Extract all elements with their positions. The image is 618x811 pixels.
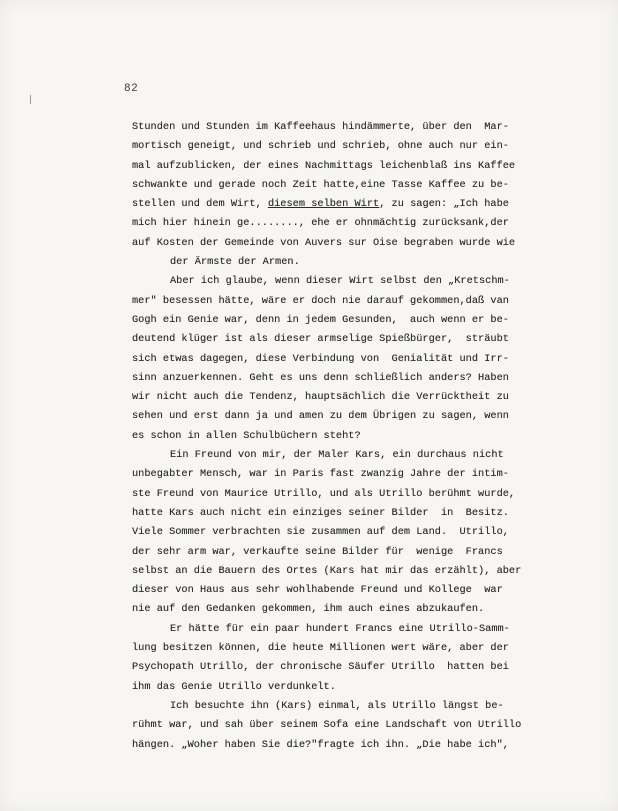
text-line: deutend klüger ist als dieser armselige Spießbürger, sträubt	[132, 333, 509, 346]
text-line: dieser von Haus aus sehr wohlhabende Freund und Kollege war	[132, 584, 503, 597]
text-line: der Ärmste der Armen.	[170, 256, 300, 269]
text-line: sinn anzuerkennen. Geht es uns denn schließlich anders? Haben	[132, 371, 509, 384]
text-line: der sehr arm war, verkaufte seine Bilder für wenige Francs	[132, 545, 503, 558]
text-line: sich etwas dagegen, diese Verbindung von Genialität und Irr-	[132, 352, 509, 365]
margin-mark	[30, 95, 31, 104]
text-line: wir nicht auch die Tendenz, hauptsächlich die Verrücktheit zu	[132, 391, 509, 404]
text-line: Ich besuchte ihn (Kars) einmal, als Utrillo längst be-	[170, 699, 504, 712]
paragraph	[132, 697, 527, 755]
text-line: es schon in allen Schulbüchern steht?	[132, 429, 361, 442]
text-line: mortisch geneigt, und schrieb und schrieb, ohne auch nur ein-	[132, 140, 509, 153]
text-line: Viele Sommer verbrachten sie zusammen auf dem Land. Utrillo,	[132, 526, 509, 539]
text-line: rühmt war, und sah über seinem Sofa eine Landschaft von Utrillo	[132, 719, 522, 732]
text-line: Aber ich glaube, wenn dieser Wirt selbst den „Kretschm-	[170, 275, 510, 288]
text-line: ihm das Genie Utrillo verdunkelt.	[132, 680, 336, 693]
text-line: hängen. „Woher haben Sie die?"fragte ich ihn. „Die habe ich",	[132, 738, 509, 751]
paragraph	[132, 272, 527, 446]
paragraph	[132, 446, 527, 620]
text-line: Stunden und Stunden im Kaffeehaus hindämmerte, über den Mar-	[132, 121, 509, 133]
text-line: selbst an die Bauern des Ortes (Kars hat mir das erzählt), aber	[132, 564, 522, 577]
text-line: Gogh ein Genie war, denn in jedem Gesunden, auch wenn er be-	[132, 313, 509, 326]
text-line: auf Kosten der Gemeinde von Auvers sur Oise begraben wurde wie	[132, 236, 516, 249]
paragraph	[132, 620, 527, 697]
text-line: schwankte und gerade noch Zeit hatte,eine Tasse Kaffee zu be-	[132, 178, 509, 191]
text-line: lung besitzen können, die heute Millionen wert wäre, aber der	[132, 642, 509, 655]
text-line: ste Freund von Maurice Utrillo, und als Utrillo berühmt wurde,	[132, 487, 516, 500]
text-line: mich hier hinein ge........, ehe er ohnmächtig zurücksank,der	[132, 217, 509, 230]
page-number: 82	[124, 83, 139, 95]
text-line	[132, 195, 527, 214]
text-line: Er hätte für ein paar hundert Francs eine Utrillo-Samm-	[170, 622, 510, 635]
body-text	[132, 118, 527, 755]
underlined-text: diesem selben Wirt	[267, 198, 380, 211]
text-line: mal aufzublicken, der eines Nachmittags leichenblaß ins Kaffee	[132, 159, 516, 172]
text-line: nie auf den Gedanken gekommen, ihm auch eines abzukaufen.	[132, 603, 485, 616]
text-line: Ein Freund von mir, der Maler Kars, ein durchaus nicht	[170, 449, 504, 462]
text-line: sehen und erst dann ja und amen zu dem Übrigen zu sagen, wenn	[132, 410, 509, 423]
text-line: mer" besessen hätte, wäre er doch nie darauf gekommen,daß van	[132, 294, 509, 307]
text-segment: stellen und dem Wirt,	[132, 198, 268, 211]
text-line: unbegabter Mensch, war in Paris fast zwanzig Jahre der intim-	[132, 468, 509, 481]
text-line: Psychopath Utrillo, der chronische Säufer Utrillo hatten bei	[132, 661, 509, 674]
text-line: hatte Kars auch nicht ein einziges seiner Bilder in Besitz.	[132, 506, 509, 519]
text-segment: , zu sagen: „Ich habe	[379, 198, 509, 211]
paragraph	[132, 118, 527, 272]
